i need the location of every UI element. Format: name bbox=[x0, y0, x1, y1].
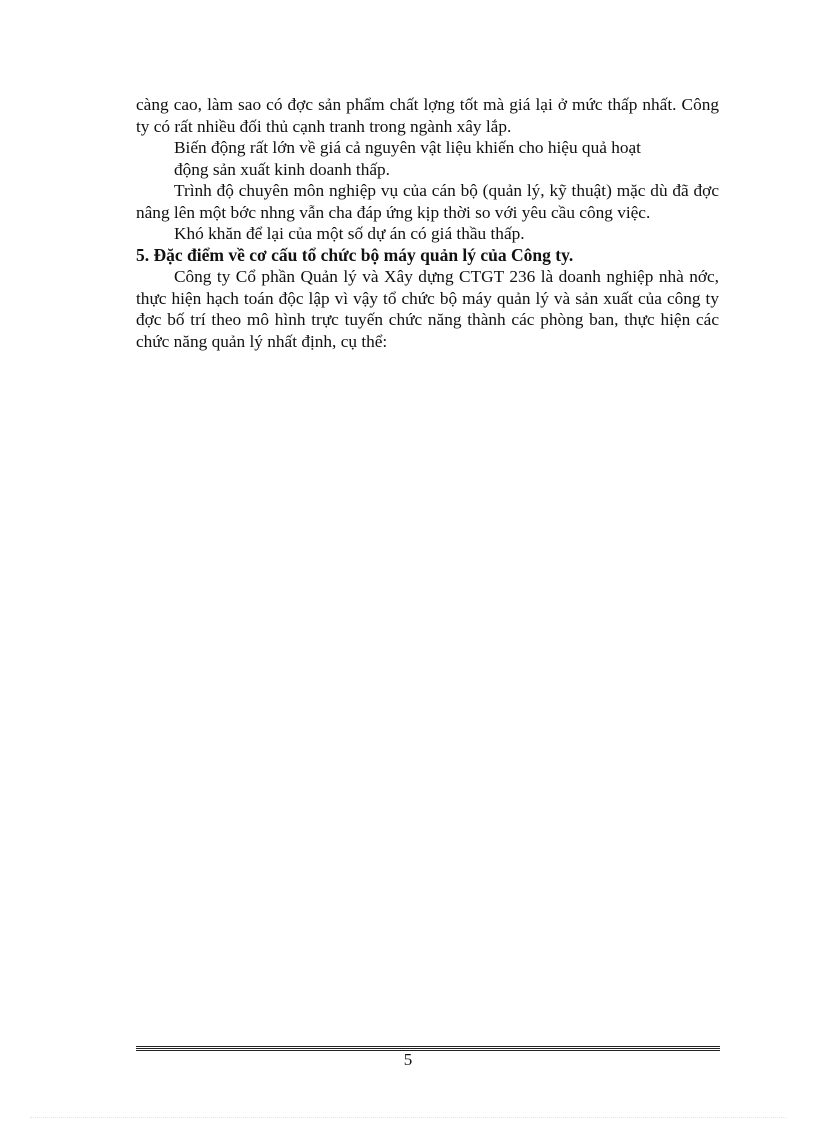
section-heading: 5. Đặc điểm về cơ cấu tổ chức bộ máy quản lý của Công ty. bbox=[136, 244, 574, 265]
paragraph-price-volatility-line1: Biến động rất lớn về giá cả nguyên vật liệu khiến cho hiệu quả hoạt bbox=[174, 138, 641, 157]
paragraph-price-volatility-line2: động sản xuất kinh doanh thấp. bbox=[174, 159, 390, 179]
paragraph-staff-qualification: Trình độ chuyên môn nghiệp vụ của cán bộ (quản lý, kỹ thuật) mặc dù đã đợc nâng lên một bớc nhng vẫn cha đáp ứng kịp thời so với yêu cầu công việc. bbox=[136, 181, 719, 222]
footer-divider-line bbox=[136, 1046, 720, 1047]
paragraph-organization: Công ty Cổ phần Quản lý và Xây dựng CTGT 236 là doanh nghiệp nhà nớc, thực hiện hạch toán độc lập vì vậy tổ chức bộ máy quản lý và sản xuất của công ty đợc bố trí theo mô hình trực tuyến chức năng thành các phòng ban, thực hiện các chức năng quản lý nhất định, cụ thể: bbox=[136, 267, 719, 351]
page-body bbox=[136, 94, 719, 352]
page-number: 5 bbox=[403, 1050, 413, 1069]
paragraph-low-bid-projects: Khó khăn để lại của một số dự án có giá thầu thấp. bbox=[174, 224, 525, 243]
paragraph-competition: càng cao, làm sao có đợc sản phẩm chất lợng tốt mà giá lại ở mức thấp nhất. Công ty có rất nhiều đối thủ cạnh tranh trong ngành xây lắp. bbox=[136, 95, 719, 136]
bottom-dotted-border bbox=[30, 1117, 786, 1118]
footer-divider-line bbox=[136, 1048, 720, 1049]
